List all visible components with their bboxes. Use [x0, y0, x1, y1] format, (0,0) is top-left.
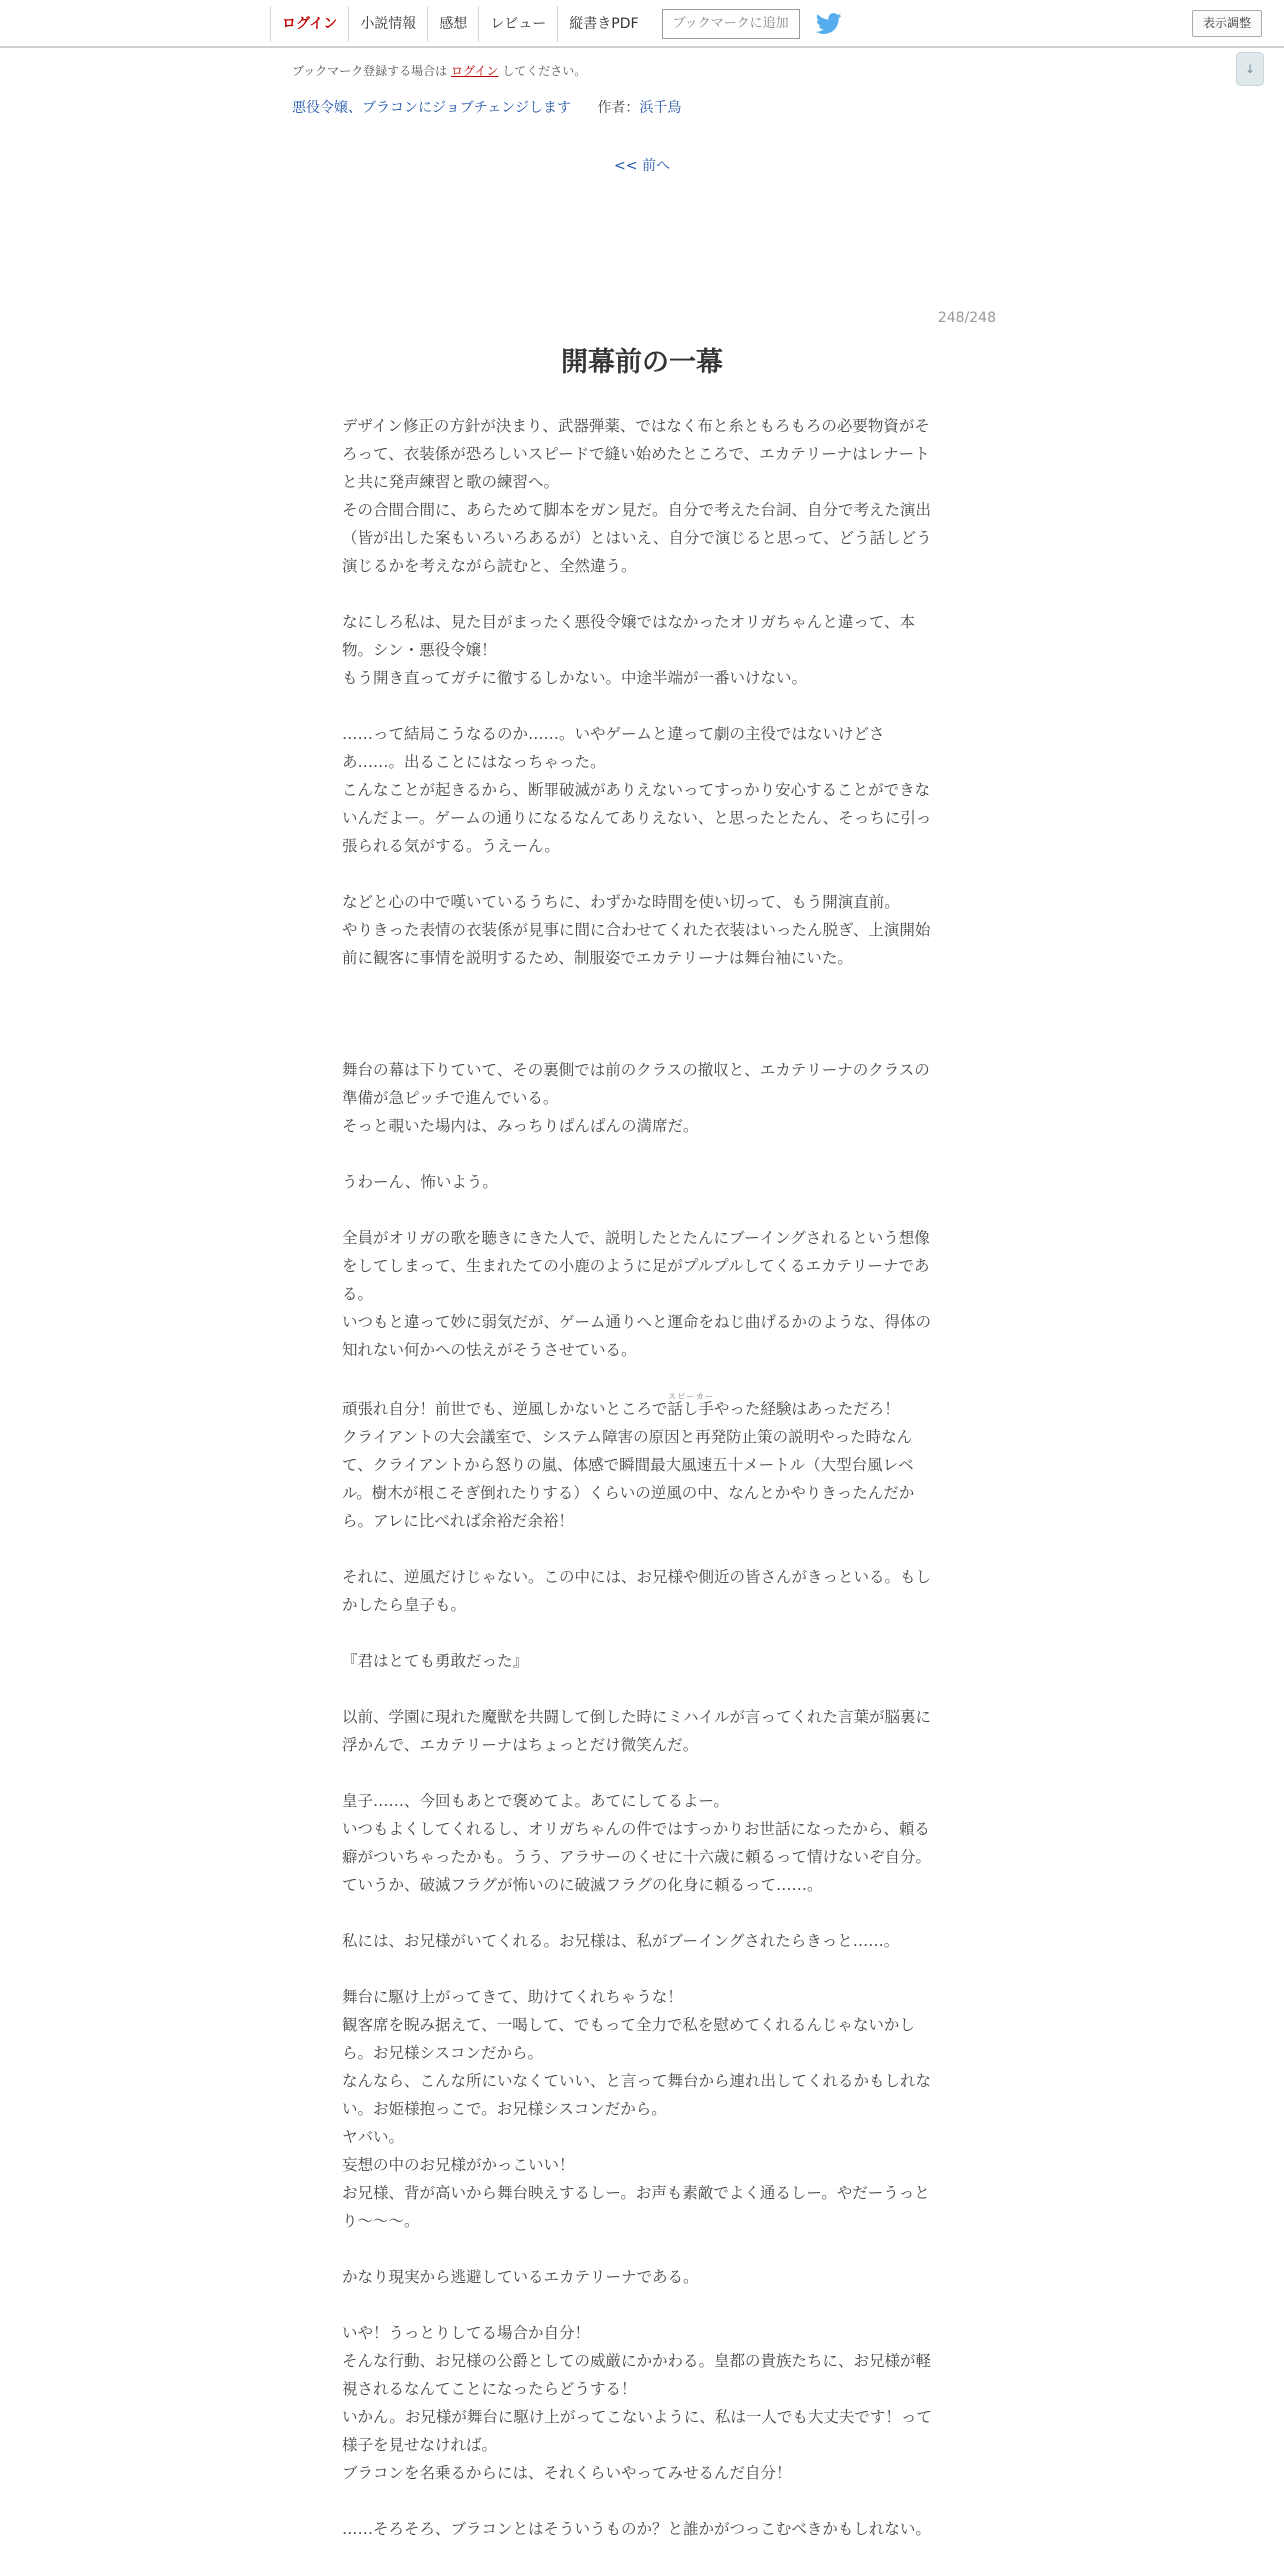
body-paragraph: かなり現実から逃避しているエカテリーナである。: [342, 2268, 699, 2286]
body-paragraph: [342, 1675, 940, 1703]
body-paragraph: いや！うっとりしてる場合か自分！: [342, 2324, 591, 2342]
nav-impressions-link[interactable]: 感想: [427, 6, 478, 42]
ruby-reading: スピーカー: [667, 1392, 714, 1401]
body-paragraph: [342, 1028, 940, 1056]
body-paragraph: それに、逆風だけじゃない。この中には、お兄様や側近の皆さんがきっといる。もしかしたら皇子も。: [342, 1568, 932, 1614]
body-paragraph: [342, 1535, 940, 1563]
ruby-line-before: 頑張れ自分！前世でも、逆風しかないところで: [342, 1400, 668, 1418]
body-paragraph: クライアントの大会議室で、システム障害の原因と再発防止策の説明やった時なんて、クライアントから怒りの嵐、体感で瞬間最大風速五十メートル（大型台風レベル。樹木が根こそぎ倒れたりする）くらいの逆風の中、なんとかやりきったんだから。アレに比べれば余裕だ余裕！: [342, 1428, 915, 1530]
body-paragraph: 妄想の中のお兄様がかっこいい！: [342, 2156, 575, 2174]
body-paragraph: 観客席を睨み据えて、一喝して、でもって全力で私を慰めてくれるんじゃないかしら。お兄様シスコンだから。: [342, 2016, 915, 2062]
body-paragraph: [342, 692, 940, 720]
body-paragraph: ヤバい。: [342, 2128, 405, 2146]
body-paragraph: [342, 1955, 940, 1983]
nav-login-link[interactable]: ログイン: [270, 6, 348, 42]
body-paragraph: いかん。お兄様が舞台に駆け上がってこないように、私は一人でも大丈夫です！って様子を見せなければ。: [342, 2408, 932, 2454]
body-paragraph: こんなことが起きるから、断罪破滅がありえないってすっかり安心することができないんだよー。ゲームの通りになるなんてありえない、と思ったとたん、そっちに引っ張られる気がする。うえーん。: [342, 781, 932, 855]
ruby-base: 話し手: [667, 1400, 714, 1418]
scroll-down-tab[interactable]: ↓: [1236, 52, 1264, 86]
previous-page-link[interactable]: << 前へ: [614, 158, 670, 174]
novel-body-text: [342, 412, 940, 2543]
nav-review-link[interactable]: レビュー: [478, 6, 557, 42]
novel-title-link[interactable]: 悪役令嬢、ブラコンにジョブチェンジします: [292, 100, 571, 116]
body-paragraph: 皇子……、今回もあとで褒めてよ。あてにしてるよー。: [342, 1792, 729, 1810]
body-paragraph: [342, 1759, 940, 1787]
body-paragraph: [342, 972, 940, 1000]
body-paragraph: なんなら、こんな所にいなくていい、と言って舞台から連れ出してくれるかもしれない。お姫様抱っこで。お兄様シスコンだから。: [342, 2072, 932, 2118]
body-paragraph: [342, 2291, 940, 2319]
body-paragraph: ……そろそろ、ブラコンとはそういうものか？と誰かがつっこむべきかもしれない。: [342, 2520, 931, 2538]
body-paragraph: [342, 860, 940, 888]
body-paragraph: そんな行動、お兄様の公爵としての威厳にかかわる。皇都の貴族たちに、お兄様が軽視されるなんてことになったらどうする！: [342, 2352, 932, 2398]
page-count: 248/248: [937, 310, 996, 326]
body-paragraph: 全員がオリガの歌を聴きにきた人で、説明したとたんにブーイングされるという想像をしてしまって、生まれたての小鹿のように足がプルプルしてくるエカテリーナである。: [342, 1229, 930, 1303]
body-paragraph: [342, 1364, 940, 1392]
body-paragraph: [342, 2487, 940, 2515]
top-navigation-bar: [0, 0, 1284, 48]
body-paragraph: 私には、お兄様がいてくれる。お兄様は、私がブーイングされたらきっと……。: [342, 1932, 900, 1950]
notice-text-before: ブックマーク登録する場合は: [292, 64, 448, 78]
novel-header: [292, 97, 681, 117]
body-paragraph: [342, 1196, 940, 1224]
body-paragraph: ……って結局こうなるのか……。いやゲームと違って劇の主役ではないけどさあ……。出ることにはなっちゃった。: [342, 725, 885, 771]
bookmark-login-notice: [292, 62, 586, 79]
ruby-line-after: やった経験はあっただろ！: [713, 1400, 900, 1418]
nav-vertical-pdf-link[interactable]: 縦書きPDF: [557, 6, 649, 42]
body-paragraph: いつもと違って妙に弱気だが、ゲーム通りへと運命をねじ曲げるかのような、得体の知れない何かへの怯えがそうさせている。: [342, 1313, 932, 1359]
author-name-link[interactable]: 浜千鳥: [639, 100, 682, 116]
nav-novel-info-link[interactable]: 小説情報: [348, 6, 427, 42]
ruby-annotation: [667, 1392, 714, 1418]
author-label: 作者：: [597, 100, 640, 116]
nav-menu: [270, 6, 842, 42]
notice-login-link[interactable]: ログイン: [451, 64, 499, 78]
body-paragraph: なにしろ私は、見た目がまったく悪役令嬢ではなかったオリガちゃんと違って、本物。シン・悪役令嬢！: [342, 613, 916, 659]
body-paragraph: そっと覗いた場内は、みっちりぱんぱんの満席だ。: [342, 1117, 699, 1135]
body-paragraph: もう開き直ってガチに徹するしかない。中途半端が一番いけない。: [342, 669, 808, 687]
add-bookmark-button[interactable]: ブックマークに追加: [662, 9, 800, 39]
body-paragraph: [342, 580, 940, 608]
body-paragraph: などと心の中で嘆いているうちに、わずかな時間を使い切って、もう開演直前。: [342, 893, 900, 911]
body-paragraph: [342, 1140, 940, 1168]
body-paragraph: その合間合間に、あらためて脚本をガン見だ。自分で考えた台詞、自分で考えた演出（皆が出した案もいろいろあるが）とはいえ、自分で演じると思って、どう話しどう演じるかを考えながら読むと、全然違う。: [342, 501, 932, 575]
body-paragraph: うわーん、怖いよう。: [342, 1173, 498, 1191]
body-paragraph: お兄様、背が高いから舞台映えするしー。お声も素敵でよく通るしー。やだーうっとり〜〜〜。: [342, 2184, 930, 2230]
body-paragraph: いつもよくしてくれるし、オリガちゃんの件ではすっかりお世話になったから、頼る癖がついちゃったかも。うう、アラサーのくせに十六歳に頼るって情けないぞ自分。ていうか、破滅フラグが怖いのに破滅フラグの化身に頼るって……。: [342, 1820, 932, 1894]
chapter-title: 開幕前の一幕: [561, 347, 723, 378]
body-paragraph: 舞台の幕は下りていて、その裏側では前のクラスの撤収と、エカテリーナのクラスの準備が急ピッチで進んでいる。: [342, 1061, 930, 1107]
body-paragraph: [342, 2235, 940, 2263]
body-paragraph: 以前、学園に現れた魔獣を共闘して倒した時にミハイルが言ってくれた言葉が脳裏に浮かんで、エカテリーナはちょっとだけ微笑んだ。: [342, 1708, 932, 1754]
notice-text-after: してください。: [502, 64, 587, 78]
body-paragraph: 『君はとても勇敢だった』: [342, 1652, 529, 1670]
body-paragraph: デザイン修正の方針が決まり、武器弾薬、ではなく布と糸ともろもろの必要物資がそろって、衣装係が恐ろしいスピードで縫い始めたところで、エカテリーナはレナートと共に発声練習と歌の練習へ。: [342, 417, 930, 491]
display-settings-button[interactable]: 表示調整: [1192, 10, 1262, 37]
body-paragraph: 舞台に駆け上がってきて、助けてくれちゃうな！: [342, 1988, 683, 2006]
body-paragraph: [342, 1000, 940, 1028]
twitter-bird-icon[interactable]: [816, 13, 842, 35]
body-paragraph: ブラコンを名乗るからには、それくらいやってみせるんだ自分！: [342, 2464, 792, 2482]
body-paragraph: やりきった表情の衣装係が見事に間に合わせてくれた衣装はいったん脱ぎ、上演開始前に観客に事情を説明するため、制服姿でエカテリーナは舞台袖にいた。: [342, 921, 931, 967]
body-paragraph: [342, 1899, 940, 1927]
body-paragraph: [342, 1392, 940, 1423]
body-paragraph: [342, 1619, 940, 1647]
